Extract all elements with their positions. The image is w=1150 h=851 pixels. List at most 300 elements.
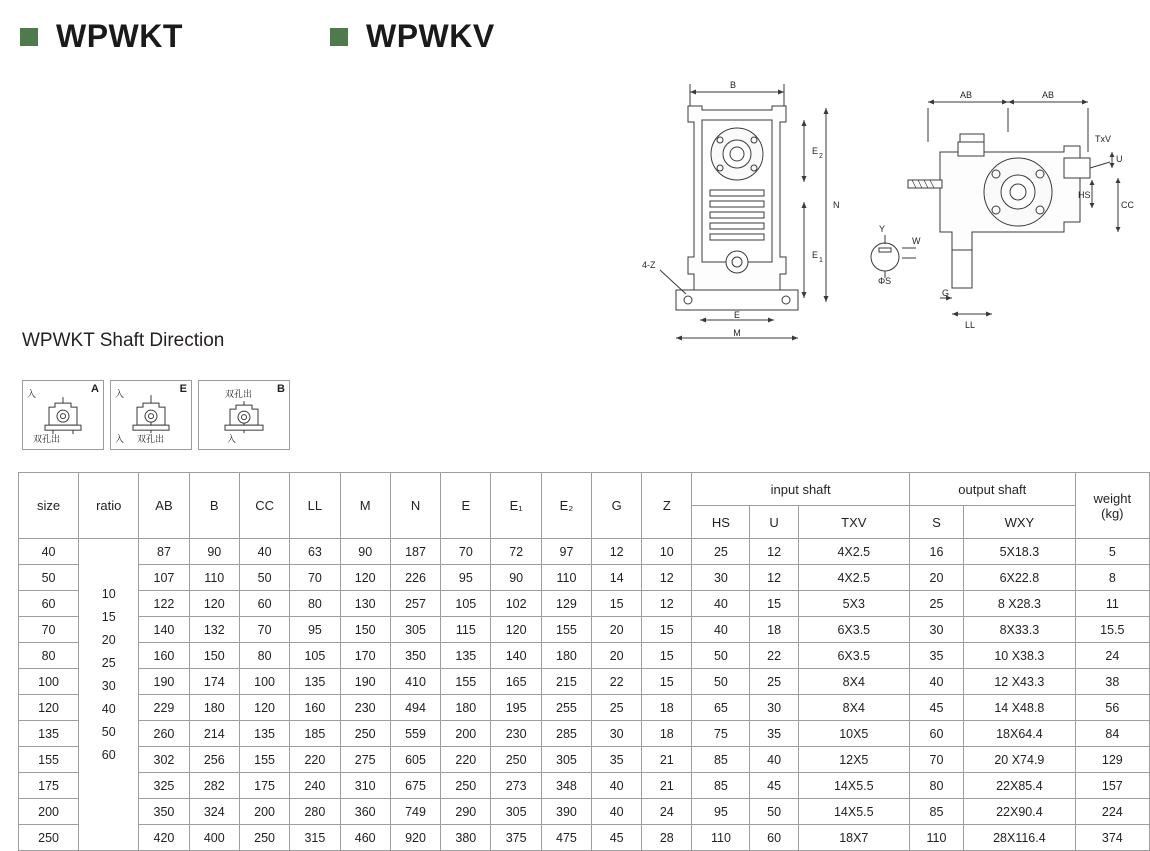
- col-header-b: B: [189, 473, 239, 539]
- cell-e: 70: [441, 539, 491, 565]
- cell-e: 180: [441, 695, 491, 721]
- svg-text:U: U: [1116, 154, 1123, 164]
- dimensions-table: [18, 472, 1150, 851]
- cell-u: 18: [750, 617, 798, 643]
- cell-e2: 255: [541, 695, 591, 721]
- cell-z: 15: [642, 617, 692, 643]
- cell-ll: 105: [290, 643, 340, 669]
- cell-g: 45: [592, 825, 642, 851]
- cell-m: 170: [340, 643, 390, 669]
- cell-ll: 315: [290, 825, 340, 851]
- cell-ab: 420: [139, 825, 189, 851]
- col-header-m: M: [340, 473, 390, 539]
- cell-size: 135: [19, 721, 79, 747]
- col-header-weight-unit: (kg): [1101, 505, 1124, 521]
- cell-s: 60: [909, 721, 963, 747]
- shaft-direction-out-label-a: 双孔出: [33, 434, 61, 444]
- col-header-e1: E₁: [491, 473, 541, 539]
- cell-e: 290: [441, 799, 491, 825]
- cell-g: 14: [592, 565, 642, 591]
- cell-txv: 4X2.5: [798, 539, 909, 565]
- shaft-direction-box-e: [110, 380, 192, 450]
- svg-text:AB: AB: [959, 90, 973, 100]
- cell-txv: 18X7: [798, 825, 909, 851]
- cell-b: 282: [189, 773, 239, 799]
- col-header-n: N: [390, 473, 440, 539]
- cell-wxy: 8X33.3: [964, 617, 1076, 643]
- cell-e: 135: [441, 643, 491, 669]
- cell-u: 12: [750, 565, 798, 591]
- svg-text:G: G: [942, 288, 950, 298]
- cell-s: 35: [909, 643, 963, 669]
- cell-ab: 229: [139, 695, 189, 721]
- cell-txv: 12X5: [798, 747, 909, 773]
- col-header-s: S: [909, 506, 963, 539]
- cell-e1: 250: [491, 747, 541, 773]
- heading-wpwkv: [330, 18, 495, 55]
- cell-e: 105: [441, 591, 491, 617]
- cell-s: 85: [909, 799, 963, 825]
- cell-weight: 15.5: [1075, 617, 1149, 643]
- cell-size: 200: [19, 799, 79, 825]
- cell-txv: 6X3.5: [798, 617, 909, 643]
- cell-e: 380: [441, 825, 491, 851]
- cell-ab: 350: [139, 799, 189, 825]
- cell-weight: 157: [1075, 773, 1149, 799]
- cell-weight: 129: [1075, 747, 1149, 773]
- cell-cc: 135: [239, 721, 289, 747]
- cell-m: 190: [340, 669, 390, 695]
- cell-size: 120: [19, 695, 79, 721]
- cell-e1: 375: [491, 825, 541, 851]
- cell-size: 100: [19, 669, 79, 695]
- cell-ll: 63: [290, 539, 340, 565]
- cell-ll: 80: [290, 591, 340, 617]
- cell-z: 18: [642, 695, 692, 721]
- cell-e: 250: [441, 773, 491, 799]
- cell-m: 120: [340, 565, 390, 591]
- cell-e2: 129: [541, 591, 591, 617]
- shaft-direction-diagrams: [22, 380, 296, 450]
- cell-ll: 240: [290, 773, 340, 799]
- cell-txv: 10X5: [798, 721, 909, 747]
- cell-ratio-list: [79, 539, 139, 851]
- cell-wxy: 8 X28.3: [964, 591, 1076, 617]
- square-bullet-icon: [330, 28, 348, 46]
- cell-n: 494: [390, 695, 440, 721]
- cell-m: 310: [340, 773, 390, 799]
- shaft-direction-in2-label-e: 入: [115, 434, 125, 444]
- cell-s: 80: [909, 773, 963, 799]
- table-row: [19, 747, 1150, 773]
- cell-m: 250: [340, 721, 390, 747]
- cell-n: 226: [390, 565, 440, 591]
- cell-weight: 8: [1075, 565, 1149, 591]
- cell-m: 360: [340, 799, 390, 825]
- cell-e: 155: [441, 669, 491, 695]
- svg-text:HS: HS: [1078, 190, 1091, 200]
- cell-e: 95: [441, 565, 491, 591]
- cell-z: 21: [642, 747, 692, 773]
- cell-txv: 5X3: [798, 591, 909, 617]
- cell-cc: 100: [239, 669, 289, 695]
- cell-e1: 72: [491, 539, 541, 565]
- cell-cc: 70: [239, 617, 289, 643]
- table-group-header-row: [19, 473, 1150, 506]
- col-header-size: size: [19, 473, 79, 539]
- ratio-value: 15: [101, 610, 116, 624]
- cell-b: 256: [189, 747, 239, 773]
- cell-e2: 475: [541, 825, 591, 851]
- table-row: [19, 825, 1150, 851]
- gearbox-icon-b: [219, 393, 269, 435]
- col-header-e: E: [441, 473, 491, 539]
- cell-txv: 6X3.5: [798, 643, 909, 669]
- cell-hs: 85: [692, 773, 750, 799]
- cell-e1: 102: [491, 591, 541, 617]
- col-group-header-input-shaft: input shaft: [692, 473, 910, 506]
- cell-g: 12: [592, 539, 642, 565]
- cell-hs: 50: [692, 669, 750, 695]
- ratio-value: 25: [101, 656, 116, 670]
- cell-b: 132: [189, 617, 239, 643]
- cell-m: 275: [340, 747, 390, 773]
- cell-e: 220: [441, 747, 491, 773]
- cell-g: 22: [592, 669, 642, 695]
- cell-ll: 220: [290, 747, 340, 773]
- cell-g: 40: [592, 799, 642, 825]
- page-headings: [0, 10, 1150, 56]
- cell-cc: 60: [239, 591, 289, 617]
- cell-n: 559: [390, 721, 440, 747]
- cell-wxy: 14 X48.8: [964, 695, 1076, 721]
- table-body: [19, 539, 1150, 851]
- svg-text:CC: CC: [1121, 200, 1134, 210]
- cell-txv: 14X5.5: [798, 799, 909, 825]
- gearbox-icon-e: [129, 393, 173, 435]
- cell-weight: 24: [1075, 643, 1149, 669]
- cell-cc: 175: [239, 773, 289, 799]
- cell-weight: 38: [1075, 669, 1149, 695]
- shaft-direction-box-a: [22, 380, 104, 450]
- ratio-value: 20: [101, 633, 116, 647]
- cell-e2: 305: [541, 747, 591, 773]
- cell-hs: 85: [692, 747, 750, 773]
- cell-cc: 155: [239, 747, 289, 773]
- col-header-ratio: ratio: [79, 473, 139, 539]
- cell-e2: 155: [541, 617, 591, 643]
- svg-text:Y: Y: [879, 224, 886, 234]
- cell-size: 70: [19, 617, 79, 643]
- cell-weight: 224: [1075, 799, 1149, 825]
- cell-wxy: 18X64.4: [964, 721, 1076, 747]
- cell-g: 30: [592, 721, 642, 747]
- cell-e2: 285: [541, 721, 591, 747]
- cell-cc: 40: [239, 539, 289, 565]
- cell-m: 230: [340, 695, 390, 721]
- cell-cc: 250: [239, 825, 289, 851]
- ratio-value: 60: [101, 748, 116, 762]
- col-group-header-output-shaft: output shaft: [909, 473, 1075, 506]
- technical-drawing: [640, 62, 1150, 362]
- shaft-direction-in-label-b: 入: [227, 434, 237, 444]
- cell-n: 410: [390, 669, 440, 695]
- table-row: [19, 721, 1150, 747]
- cell-s: 20: [909, 565, 963, 591]
- svg-text:E: E: [733, 310, 741, 320]
- cell-g: 15: [592, 591, 642, 617]
- cell-e1: 120: [491, 617, 541, 643]
- cell-m: 90: [340, 539, 390, 565]
- svg-text:TxV: TxV: [1095, 134, 1112, 144]
- cell-ll: 280: [290, 799, 340, 825]
- col-header-ll: LL: [290, 473, 340, 539]
- cell-hs: 65: [692, 695, 750, 721]
- cell-hs: 110: [692, 825, 750, 851]
- cell-weight: 11: [1075, 591, 1149, 617]
- cell-ab: 325: [139, 773, 189, 799]
- cell-z: 12: [642, 565, 692, 591]
- ratio-value: 10: [101, 587, 116, 601]
- heading-wpwkt-label: WPWKT: [56, 18, 183, 54]
- cell-txv: 8X4: [798, 695, 909, 721]
- table-row: [19, 799, 1150, 825]
- cell-g: 20: [592, 617, 642, 643]
- svg-text:N: N: [833, 200, 840, 210]
- cell-txv: 14X5.5: [798, 773, 909, 799]
- cell-ll: 95: [290, 617, 340, 643]
- cell-size: 40: [19, 539, 79, 565]
- cell-n: 257: [390, 591, 440, 617]
- shaft-direction-in-label-a: 入: [27, 389, 37, 399]
- cell-u: 30: [750, 695, 798, 721]
- cell-e2: 390: [541, 799, 591, 825]
- cell-u: 12: [750, 539, 798, 565]
- cell-u: 50: [750, 799, 798, 825]
- cell-ab: 140: [139, 617, 189, 643]
- heading-wpwkt: [20, 18, 183, 55]
- table-row: [19, 539, 1150, 565]
- cell-b: 324: [189, 799, 239, 825]
- cell-m: 460: [340, 825, 390, 851]
- cell-z: 21: [642, 773, 692, 799]
- cell-e2: 97: [541, 539, 591, 565]
- cell-wxy: 28X116.4: [964, 825, 1076, 851]
- cell-hs: 30: [692, 565, 750, 591]
- cell-z: 15: [642, 669, 692, 695]
- cell-hs: 75: [692, 721, 750, 747]
- svg-text:1: 1: [819, 257, 823, 264]
- cell-g: 20: [592, 643, 642, 669]
- cell-ab: 260: [139, 721, 189, 747]
- cell-size: 60: [19, 591, 79, 617]
- cell-b: 90: [189, 539, 239, 565]
- cell-g: 35: [592, 747, 642, 773]
- table-row: [19, 695, 1150, 721]
- cell-weight: 374: [1075, 825, 1149, 851]
- cell-wxy: 22X90.4: [964, 799, 1076, 825]
- cell-u: 35: [750, 721, 798, 747]
- table-head: [19, 473, 1150, 539]
- cell-ab: 160: [139, 643, 189, 669]
- cell-n: 605: [390, 747, 440, 773]
- cell-z: 18: [642, 721, 692, 747]
- cell-e1: 165: [491, 669, 541, 695]
- col-header-z: Z: [642, 473, 692, 539]
- cell-b: 150: [189, 643, 239, 669]
- cell-s: 30: [909, 617, 963, 643]
- cell-u: 45: [750, 773, 798, 799]
- heading-wpwkv-label: WPWKV: [366, 18, 495, 54]
- cell-e: 200: [441, 721, 491, 747]
- col-header-hs: HS: [692, 506, 750, 539]
- cell-hs: 95: [692, 799, 750, 825]
- cell-n: 675: [390, 773, 440, 799]
- cell-u: 15: [750, 591, 798, 617]
- cell-m: 130: [340, 591, 390, 617]
- shaft-direction-out-label-b: 双孔出: [225, 389, 253, 399]
- cell-size: 250: [19, 825, 79, 851]
- cell-b: 110: [189, 565, 239, 591]
- cell-z: 12: [642, 591, 692, 617]
- svg-text:E: E: [812, 250, 819, 260]
- cell-b: 400: [189, 825, 239, 851]
- shaft-direction-letter-b: B: [277, 383, 285, 395]
- shaft-direction-in-label-e: 入: [115, 389, 125, 399]
- cell-n: 305: [390, 617, 440, 643]
- table-row: [19, 591, 1150, 617]
- cell-wxy: 22X85.4: [964, 773, 1076, 799]
- cell-ab: 87: [139, 539, 189, 565]
- shaft-direction-out-label-e: 双孔出: [137, 434, 165, 444]
- cell-e2: 110: [541, 565, 591, 591]
- cell-hs: 40: [692, 591, 750, 617]
- ratio-value: 30: [101, 679, 116, 693]
- cell-e2: 215: [541, 669, 591, 695]
- cell-wxy: 6X22.8: [964, 565, 1076, 591]
- table-row: [19, 643, 1150, 669]
- cell-s: 45: [909, 695, 963, 721]
- cell-hs: 25: [692, 539, 750, 565]
- svg-text:B: B: [729, 80, 737, 90]
- cell-ab: 107: [139, 565, 189, 591]
- svg-text:LL: LL: [964, 320, 976, 330]
- svg-text:4-Z: 4-Z: [642, 260, 656, 270]
- cell-e1: 90: [491, 565, 541, 591]
- cell-ll: 185: [290, 721, 340, 747]
- cell-z: 28: [642, 825, 692, 851]
- cell-b: 120: [189, 591, 239, 617]
- cell-n: 350: [390, 643, 440, 669]
- cell-ab: 190: [139, 669, 189, 695]
- col-header-u: U: [750, 506, 798, 539]
- cell-wxy: 20 X74.9: [964, 747, 1076, 773]
- cell-s: 25: [909, 591, 963, 617]
- cell-e2: 180: [541, 643, 591, 669]
- table-row: [19, 565, 1150, 591]
- table-row: [19, 617, 1150, 643]
- cell-ab: 122: [139, 591, 189, 617]
- cell-u: 22: [750, 643, 798, 669]
- col-header-g: G: [592, 473, 642, 539]
- cell-ab: 302: [139, 747, 189, 773]
- cell-s: 40: [909, 669, 963, 695]
- cell-e1: 230: [491, 721, 541, 747]
- cell-n: 749: [390, 799, 440, 825]
- svg-text:M: M: [733, 328, 741, 338]
- cell-s: 70: [909, 747, 963, 773]
- cell-cc: 80: [239, 643, 289, 669]
- cell-ll: 160: [290, 695, 340, 721]
- cell-ll: 70: [290, 565, 340, 591]
- cell-z: 10: [642, 539, 692, 565]
- cell-weight: 5: [1075, 539, 1149, 565]
- cell-wxy: 5X18.3: [964, 539, 1076, 565]
- col-header-cc: CC: [239, 473, 289, 539]
- cell-u: 60: [750, 825, 798, 851]
- cell-m: 150: [340, 617, 390, 643]
- cell-g: 40: [592, 773, 642, 799]
- cell-b: 174: [189, 669, 239, 695]
- cell-hs: 40: [692, 617, 750, 643]
- cell-s: 110: [909, 825, 963, 851]
- table-row: [19, 669, 1150, 695]
- cell-weight: 84: [1075, 721, 1149, 747]
- cell-b: 180: [189, 695, 239, 721]
- square-bullet-icon: [20, 28, 38, 46]
- cell-size: 155: [19, 747, 79, 773]
- cell-txv: 4X2.5: [798, 565, 909, 591]
- shaft-direction-letter-e: E: [179, 383, 187, 395]
- cell-e1: 305: [491, 799, 541, 825]
- cell-wxy: 10 X38.3: [964, 643, 1076, 669]
- cell-hs: 50: [692, 643, 750, 669]
- cell-e1: 273: [491, 773, 541, 799]
- cell-u: 40: [750, 747, 798, 773]
- cell-weight: 56: [1075, 695, 1149, 721]
- col-header-wxy: WXY: [964, 506, 1076, 539]
- svg-text:AB: AB: [1041, 90, 1055, 100]
- cell-size: 80: [19, 643, 79, 669]
- cell-cc: 200: [239, 799, 289, 825]
- cell-g: 25: [592, 695, 642, 721]
- col-header-weight-main: weight: [1093, 490, 1132, 506]
- col-header-e2: E₂: [541, 473, 591, 539]
- shaft-direction-letter-a: A: [91, 383, 99, 395]
- cell-n: 920: [390, 825, 440, 851]
- cell-cc: 50: [239, 565, 289, 591]
- cell-e2: 348: [541, 773, 591, 799]
- cell-u: 25: [750, 669, 798, 695]
- cell-wxy: 12 X43.3: [964, 669, 1076, 695]
- gearbox-icon-a: [41, 393, 85, 435]
- cell-b: 214: [189, 721, 239, 747]
- shaft-direction-title: WPWKT Shaft Direction: [22, 330, 225, 351]
- cell-txv: 8X4: [798, 669, 909, 695]
- cell-ll: 135: [290, 669, 340, 695]
- col-header-weight: [1075, 473, 1149, 539]
- cell-e: 115: [441, 617, 491, 643]
- cell-z: 24: [642, 799, 692, 825]
- cell-cc: 120: [239, 695, 289, 721]
- specs-table: [18, 472, 1150, 851]
- shaft-direction-box-b: [198, 380, 290, 450]
- cell-n: 187: [390, 539, 440, 565]
- ratio-value: 40: [101, 702, 116, 716]
- cell-size: 50: [19, 565, 79, 591]
- col-header-ab: AB: [139, 473, 189, 539]
- cell-s: 16: [909, 539, 963, 565]
